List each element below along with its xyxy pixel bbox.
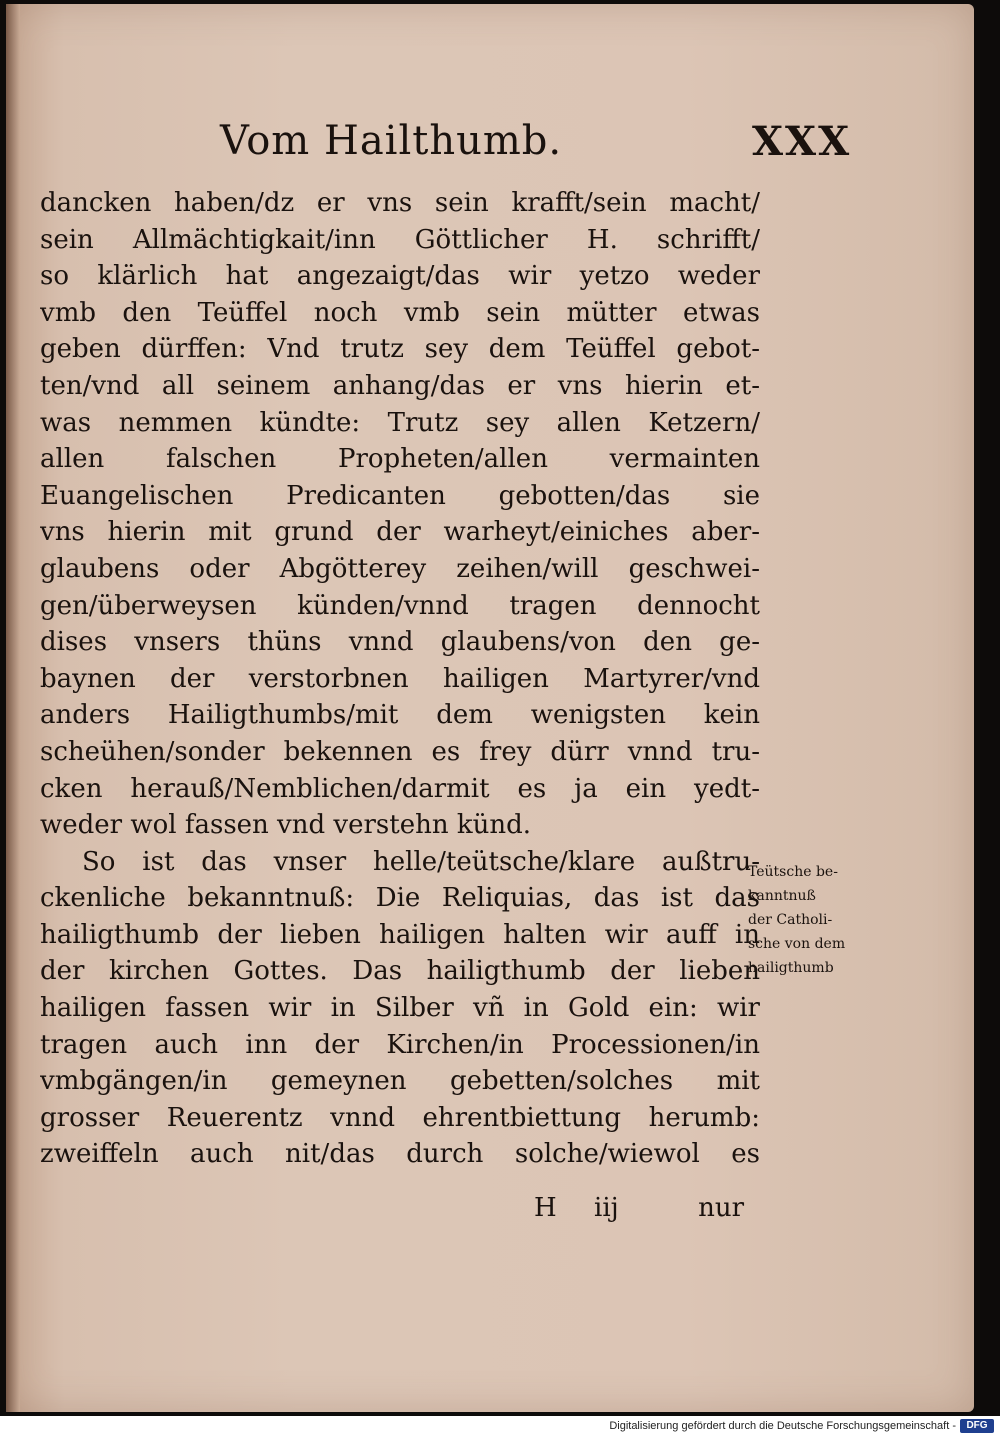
text-line: weder wol fassen vnd verstehn künd. bbox=[40, 810, 531, 841]
text-line: dises vnsers thüns vnnd glaubens/von den ge- bbox=[40, 627, 760, 658]
text-line: baynen der verstorbnen hailigen Martyrer/vnd bbox=[40, 663, 760, 694]
running-title: Vom Hailthumb. bbox=[220, 118, 563, 164]
text-line: vmb den Teüffel noch vmb sein mütter etwas bbox=[40, 297, 760, 328]
text-line: hailigthumb der lieben hailigen halten wir auff in bbox=[40, 919, 760, 950]
margin-note-line: der Catholi- bbox=[748, 912, 833, 928]
text-line: So ist das vnser helle/teütsche/klare außtru- bbox=[82, 846, 760, 877]
text-line: scheühen/sonder bekennen es frey dürr vnnd tru- bbox=[40, 736, 760, 767]
text-line: hailigen fassen wir in Silber vñ in Gold ein: wir bbox=[40, 993, 760, 1024]
text-line: Euangelischen Predicanten gebotten/das sie bbox=[40, 480, 760, 511]
text-line: dancken haben/dz er vns sein krafft/sein macht/ bbox=[40, 188, 760, 218]
funding-credit: Digitalisierung gefördert durch die Deutsche Forschungsgemeinschaft - bbox=[609, 1420, 956, 1432]
text-line: sein Allmächtigkait/inn Göttlicher H. schrifft/ bbox=[40, 224, 760, 255]
text-line: tragen auch inn der Kirchen/in Processionen/in bbox=[40, 1029, 760, 1060]
text-line: gen/überweysen künden/vnnd tragen dennocht bbox=[40, 590, 760, 621]
signature-number: iij bbox=[594, 1193, 619, 1223]
text-line: so klärlich hat angezaigt/das wir yetzo weder bbox=[40, 261, 760, 292]
margin-note bbox=[748, 860, 888, 980]
margin-note-line: sche von dem bbox=[748, 936, 846, 952]
text-line: vns hierin mit grund der warheyt/einiches aber- bbox=[40, 517, 760, 548]
signature-line bbox=[534, 1193, 744, 1229]
text-line: geben dürffen: Vnd trutz sey dem Teüffel gebot- bbox=[40, 334, 760, 365]
body-text bbox=[40, 185, 760, 1173]
signature-mark: H bbox=[534, 1193, 557, 1223]
text-line: glaubens oder Abgötterey zeihen/will geschwei- bbox=[40, 553, 760, 584]
text-line: der kirchen Gottes. Das hailigthumb der lieben bbox=[40, 956, 760, 987]
text-line: cken herauß/Nemblichen/darmit es ja ein yedt- bbox=[40, 773, 760, 804]
page-gutter bbox=[6, 4, 20, 1412]
text-line: anders Hailigthumbs/mit dem wenigsten kein bbox=[40, 700, 760, 731]
text-line: allen falschen Propheten/allen vermainten bbox=[40, 444, 760, 475]
text-line: grosser Reuerentz vnnd ehrentbiettung herumb: bbox=[40, 1102, 760, 1133]
catchword: nur bbox=[698, 1193, 744, 1223]
margin-note-line: kanntnuß bbox=[748, 888, 816, 904]
text-line: ckenliche bekanntnuß: Die Reliquias, das ist das bbox=[40, 883, 760, 914]
text-line: was nemmen kündte: Trutz sey allen Ketzern/ bbox=[40, 407, 760, 438]
text-line: ten/vnd all seinem anhang/das er vns hierin et- bbox=[40, 370, 760, 401]
dfg-logo: DFG bbox=[960, 1419, 994, 1433]
text-line: vmbgängen/in gemeynen gebetten/solches mit bbox=[40, 1066, 760, 1097]
margin-note-line: Teütsche be- bbox=[748, 864, 838, 880]
footer-bar bbox=[0, 1416, 1000, 1437]
folio-number: XXX bbox=[752, 118, 852, 165]
text-line: zweiffeln auch nit/das durch solche/wiewol es bbox=[40, 1139, 760, 1170]
margin-note-line: hailigthumb bbox=[748, 960, 834, 976]
